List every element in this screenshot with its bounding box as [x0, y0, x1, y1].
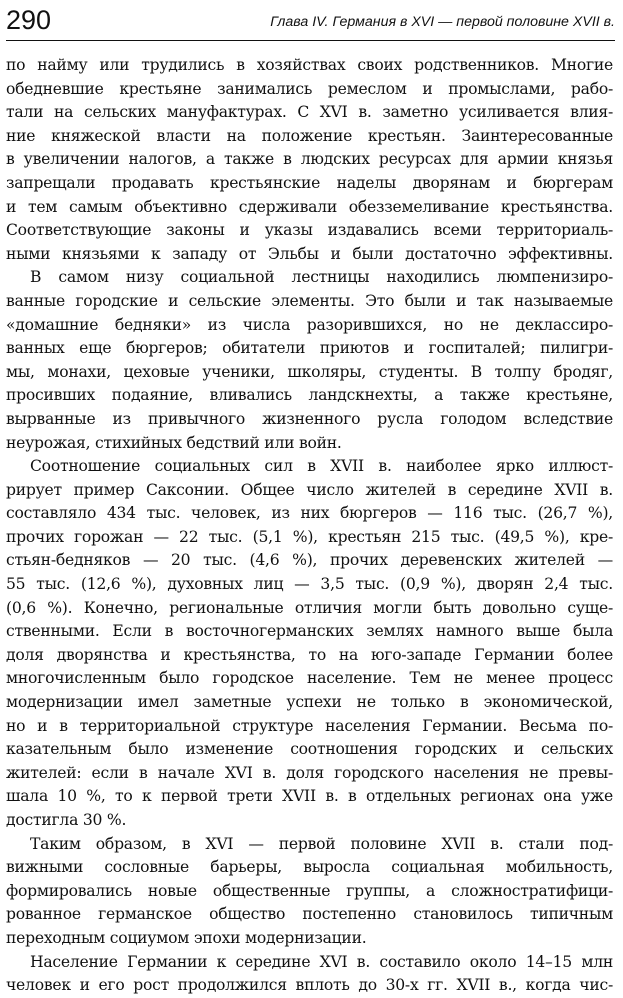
text-line: прочих горожан — 22 тыс. (5,1 %), крестьян 215 тыс. (49,5 %), кре- — [6, 527, 613, 546]
text-line: Соответствующие законы и указы издавались всеми территориаль- — [6, 221, 613, 240]
text-line: Соотношение социальных сил в XVII в. наиболее ярко иллюст- — [30, 457, 613, 476]
text-line: стьян-бедняков — 20 тыс. (4,6 %), прочих деревенских жителей — — [6, 551, 613, 570]
text-line: тали на сельских мануфактурах. С XVI в. заметно усиливается влия- — [6, 103, 613, 122]
text-line: но и в территориальной структуре населения Германии. Весьма по- — [6, 716, 613, 735]
text-line: вырванные из привычного жизненного русла голодом вследствие — [6, 409, 613, 428]
text-line: «домашние бедняки» из числа разорившихся, но не деклассиро- — [6, 315, 613, 334]
text-line: и тем самым объективно сдерживали обезземеливание крестьянства. — [6, 197, 613, 216]
text-line: запрещали продавать крестьянские наделы дворянам и бюргерам — [6, 173, 613, 192]
text-line: (0,6 %). Конечно, региональные отличия могли быть довольно суще- — [6, 598, 613, 617]
paragraph-2 — [6, 266, 613, 455]
text-line: казательным было изменение соотношения городских и сельских — [6, 740, 613, 759]
text-line: человек и его рост продолжился вплоть до 30-х гг. XVII в., когда чис- — [6, 976, 613, 995]
body-text — [6, 54, 613, 998]
running-head: Глава IV. Германия в XVI — первой половине XVII в. — [270, 14, 615, 30]
text-line: многочисленным было городское население. Тем не менее процесс — [6, 669, 613, 688]
text-line: ственными. Если в восточногерманских землях намного выше была — [6, 622, 613, 641]
text-line: Население Германии к середине XVI в. составило около 14–15 млн — [30, 952, 613, 971]
text-line: доля дворянства и крестьянства, то на юго-западе Германии более — [6, 645, 613, 664]
text-line: достигла 30 %. — [6, 811, 127, 829]
text-line: ными князьями к западу от Эльбы и были достаточно эффективны. — [6, 244, 613, 263]
text-line: мы, монахи, цеховые ученики, школяры, студенты. В толпу бродяг, — [6, 362, 613, 381]
text-line: шала 10 %, то к первой трети XVII в. в отдельных регионах она уже — [6, 787, 613, 806]
page-header — [6, 4, 615, 40]
paragraph-4 — [6, 833, 613, 951]
paragraph-5 — [6, 951, 613, 998]
text-line: ванных еще бюргеров; обитатели приютов и госпиталей; пилигри- — [6, 339, 613, 358]
text-line: модернизации имел заметные успехи не только в экономической, — [6, 693, 613, 712]
text-line: В самом низу социальной лестницы находились люмпенизиро- — [30, 268, 613, 287]
text-line: рованное германское общество постепенно становилось типичным — [6, 905, 613, 924]
text-line: жителей: если в начале XVI в. доля городского населения не превы- — [6, 763, 613, 782]
paragraph-3 — [6, 455, 613, 833]
text-line: переходным социумом эпохи модернизации. — [6, 928, 367, 947]
text-line: составляло 434 тыс. человек, из них бюргеров — 116 тыс. (26,7 %), — [6, 504, 613, 523]
text-line: 55 тыс. (12,6 %), духовных лиц — 3,5 тыс. (0,9 %), дворян 2,4 тыс. — [6, 575, 613, 594]
text-line: рирует пример Саксонии. Общее число жителей в середине XVII в. — [6, 480, 613, 499]
text-line: в увеличении налогов, а также в людских ресурсах для армии князья — [6, 150, 613, 169]
text-line: ванные городские и сельские элементы. Это были и так называемые — [6, 291, 613, 310]
text-line: обедневшие крестьяне занимались ремеслом и промыслами, рабо- — [6, 79, 613, 98]
paragraph-1 — [6, 54, 613, 266]
text-line: ние княжеской власти на положение крестьян. Заинтересованные — [6, 126, 613, 145]
text-line: неурожая, стихийных бедствий или войн. — [6, 433, 342, 452]
text-line: по найму или трудились в хозяйствах своих родственников. Многие — [6, 56, 613, 74]
page-number: 290 — [6, 5, 52, 35]
header-rule — [6, 40, 615, 41]
text-line: формировались новые общественные группы, а сложностратифици- — [6, 881, 613, 900]
text-line: просивших подаяние, вливались ландскнехты, а также крестьяне, — [6, 386, 613, 405]
text-line: Таким образом, в XVI — первой половине XVII в. стали под- — [30, 834, 613, 853]
text-line: вижными сословные барьеры, выросла социальная мобильность, — [6, 858, 613, 877]
